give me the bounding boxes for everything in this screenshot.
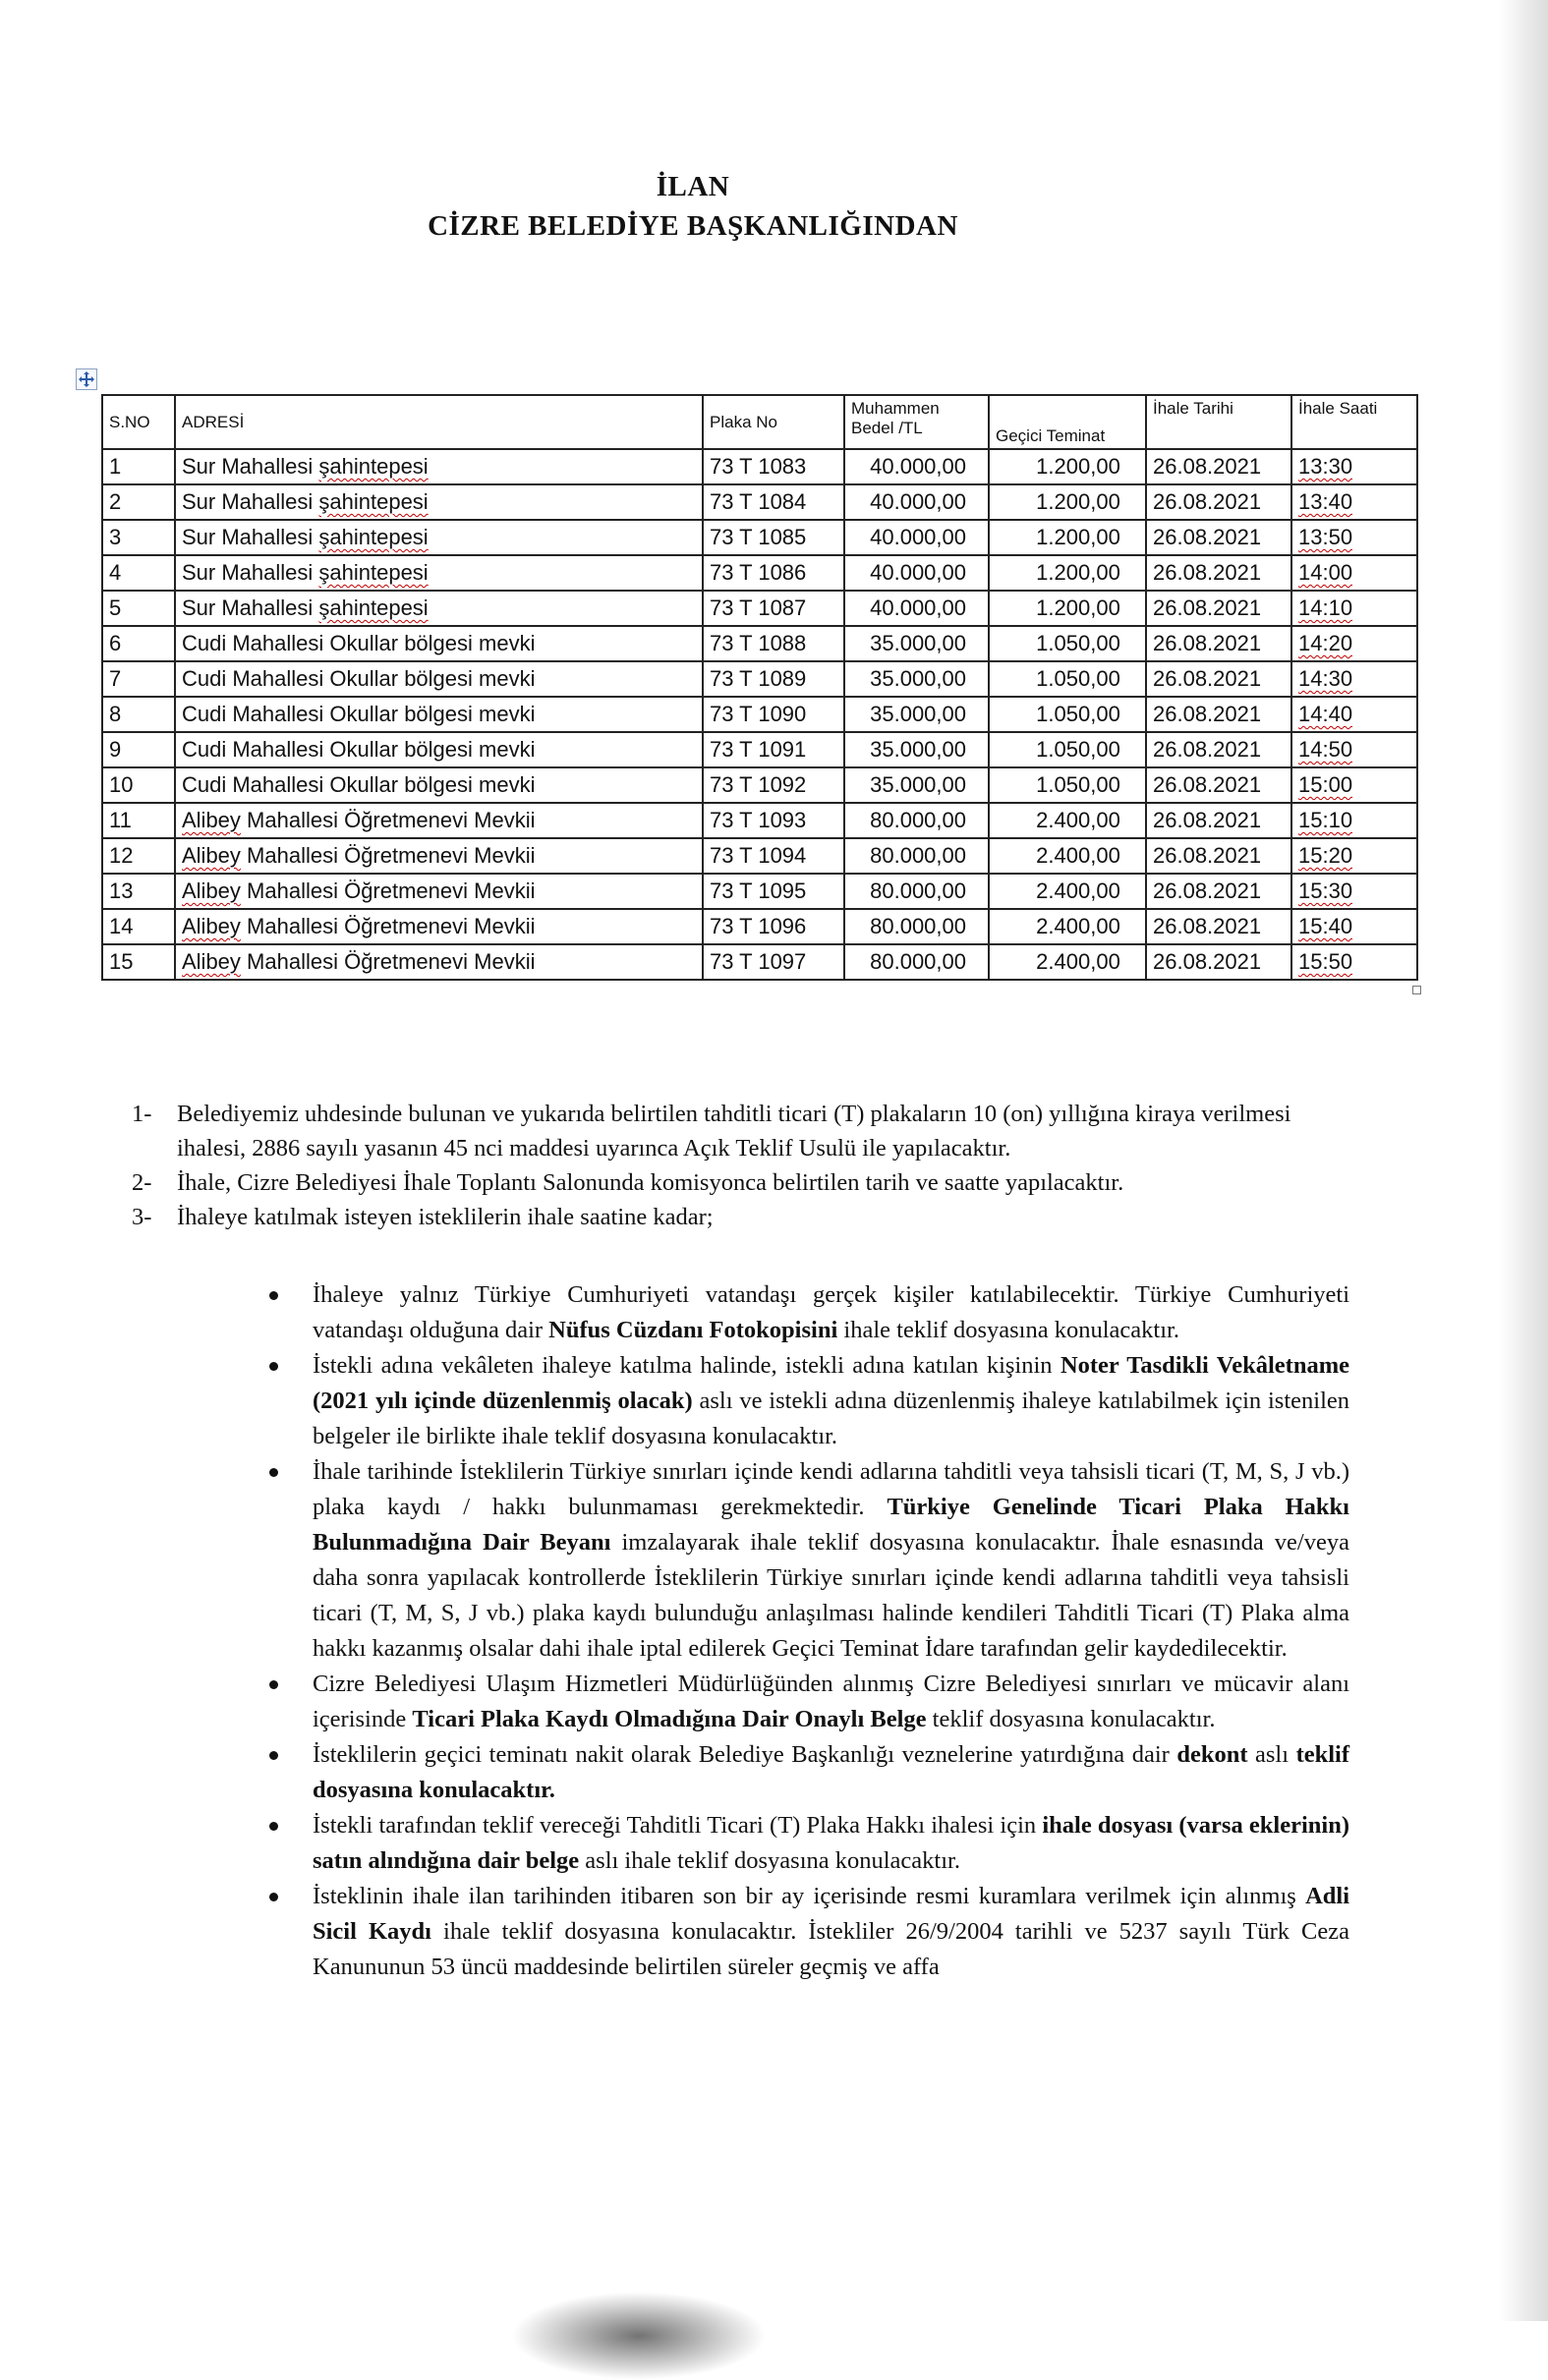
cell-deposit: 1.050,00 — [989, 732, 1146, 767]
col-header-time: İhale Saati — [1291, 395, 1417, 449]
flagged-word: Alibey — [182, 878, 241, 903]
time-text: 15:10 — [1298, 808, 1353, 832]
cell-sno: 6 — [102, 626, 175, 661]
text-segment: İsteklilerin geçici teminatı nakit olarak Belediye Başkanlığı veznelerine yatırdığına dair — [313, 1741, 1177, 1768]
cell-address: Sur Mahallesi şahintepesi — [175, 484, 703, 520]
table-row — [102, 449, 1417, 484]
requirement-item — [263, 1737, 1349, 1808]
text-segment: Cizre Belediyesi Ulaşım Hizmetleri Müdürlüğünden alınmış Cizre Belediyesi sınırları ve mücavir alanı içerisinde — [313, 1671, 1349, 1732]
text-segment: aslı — [1247, 1741, 1296, 1768]
cell-estimated-value: 35.000,00 — [844, 767, 989, 803]
bold-text: Noter Tasdikli Vekâletname (2021 yılı içinde düzenlenmiş olacak) — [313, 1352, 1350, 1414]
flagged-word: şahintepesi — [318, 560, 429, 585]
time-text: 15:40 — [1298, 914, 1353, 938]
cell-time — [1291, 732, 1417, 767]
scan-shadow — [511, 2292, 767, 2380]
cell-time — [1291, 874, 1417, 909]
list-text: İhaleye katılmak isteyen isteklilerin ihale saatine kadar; — [177, 1204, 714, 1230]
cell-time — [1291, 838, 1417, 874]
cell-estimated-value: 40.000,00 — [844, 484, 989, 520]
text-segment: ihale teklif dosyasına konulacaktır. İstekliler 26/9/2004 tarihli ve 5237 sayılı Türk Ceza Kanununun 53 üncü maddesinde belirtilen süreler geçmiş ve affa — [313, 1918, 1349, 1980]
cell-estimated-value: 35.000,00 — [844, 732, 989, 767]
cell-date: 26.08.2021 — [1146, 555, 1291, 591]
cell-deposit: 2.400,00 — [989, 838, 1146, 874]
time-text: 14:00 — [1298, 560, 1353, 585]
cell-estimated-value: 80.000,00 — [844, 874, 989, 909]
cell-date: 26.08.2021 — [1146, 591, 1291, 626]
col-header-deposit: Geçici Teminat — [989, 395, 1146, 449]
cell-estimated-value: 35.000,00 — [844, 661, 989, 697]
text-segment: İstekli adına vekâleten ihaleye katılma halinde, istekli adına katılan kişinin — [313, 1352, 1061, 1379]
cell-plate: 73 T 1084 — [703, 484, 844, 520]
cell-plate: 73 T 1097 — [703, 944, 844, 980]
cell-plate: 73 T 1093 — [703, 803, 844, 838]
flagged-word: Alibey — [182, 949, 241, 974]
cell-plate: 73 T 1092 — [703, 767, 844, 803]
tender-table — [101, 394, 1418, 981]
time-text: 14:10 — [1298, 595, 1353, 620]
cell-deposit: 1.200,00 — [989, 591, 1146, 626]
text-segment: aslı ve istekli adına düzenlenmiş ihaleye katılabilmek için istenilen belgeler ile birlikte ihale teklif dosyasına konulacaktır. — [313, 1388, 1350, 1449]
cell-time — [1291, 449, 1417, 484]
time-text: 14:30 — [1298, 666, 1353, 691]
cell-date: 26.08.2021 — [1146, 874, 1291, 909]
cell-sno: 9 — [102, 732, 175, 767]
cell-date: 26.08.2021 — [1146, 909, 1291, 944]
bold-text: teklif dosyasına konulacaktır. — [313, 1741, 1349, 1803]
cell-plate: 73 T 1091 — [703, 732, 844, 767]
text-segment: İhale tarihinde İsteklilerin Türkiye sınırları içinde kendi adlarına tahditli veya tahsisli ticari (T, M, S, J vb.) plaka kaydı / hakkı bulunmaması gerekmektedir. — [313, 1458, 1349, 1520]
cell-deposit: 1.050,00 — [989, 697, 1146, 732]
cell-plate: 73 T 1094 — [703, 838, 844, 874]
numbered-list — [128, 1097, 1356, 1234]
cell-estimated-value: 35.000,00 — [844, 626, 989, 661]
flagged-word: şahintepesi — [318, 595, 429, 620]
cell-time — [1291, 803, 1417, 838]
list-text: İhale, Cizre Belediyesi İhale Toplantı Salonunda komisyonca belirtilen tarih ve saatte yapılacaktır. — [177, 1169, 1124, 1196]
cell-estimated-value: 80.000,00 — [844, 803, 989, 838]
requirement-item — [263, 1667, 1349, 1737]
cell-address: Sur Mahallesi şahintepesi — [175, 555, 703, 591]
cell-time — [1291, 591, 1417, 626]
flagged-word: Alibey — [182, 843, 241, 868]
cell-plate: 73 T 1090 — [703, 697, 844, 732]
cell-time — [1291, 520, 1417, 555]
cell-date: 26.08.2021 — [1146, 661, 1291, 697]
cell-address: Alibey Mahallesi Öğretmenevi Mevkii — [175, 838, 703, 874]
bullet-icon — [269, 1751, 278, 1760]
cell-address: Sur Mahallesi şahintepesi — [175, 520, 703, 555]
bold-text: Adli Sicil Kaydı — [313, 1883, 1349, 1945]
table-row — [102, 874, 1417, 909]
table-body — [102, 449, 1417, 980]
col-header-estimated-value: Muhammen Bedel /TL — [844, 395, 989, 449]
cell-time — [1291, 626, 1417, 661]
text-segment: İhaleye yalnız Türkiye Cumhuriyeti vatandaşı gerçek kişiler katılabilecektir. Türkiye Cumhuriyeti vatandaşı olduğuna dair — [313, 1281, 1349, 1343]
cell-deposit: 1.200,00 — [989, 520, 1146, 555]
cell-address: Alibey Mahallesi Öğretmenevi Mevkii — [175, 909, 703, 944]
cell-date: 26.08.2021 — [1146, 767, 1291, 803]
requirement-item — [263, 1348, 1349, 1454]
bullet-icon — [269, 1893, 278, 1901]
time-text: 14:20 — [1298, 631, 1353, 655]
cell-deposit: 1.200,00 — [989, 555, 1146, 591]
table-row — [102, 520, 1417, 555]
cell-deposit: 1.050,00 — [989, 767, 1146, 803]
cell-plate: 73 T 1085 — [703, 520, 844, 555]
cell-plate: 73 T 1087 — [703, 591, 844, 626]
list-number: 3- — [132, 1204, 152, 1230]
requirements-list — [263, 1277, 1349, 1985]
cell-deposit: 2.400,00 — [989, 803, 1146, 838]
cell-date: 26.08.2021 — [1146, 803, 1291, 838]
cell-time — [1291, 484, 1417, 520]
table-row — [102, 767, 1417, 803]
bullet-icon — [269, 1822, 278, 1831]
time-text: 13:50 — [1298, 525, 1353, 549]
bold-text: dekont — [1176, 1741, 1248, 1768]
cell-deposit: 1.200,00 — [989, 484, 1146, 520]
list-text: Belediyemiz uhdesinde bulunan ve yukarıda belirtilen tahditli ticari (T) plakaların 10 (on) yıllığına kiraya verilmesi ihalesi, 2886 sayılı yasanın 45 nci maddesi uyarınca Açık Teklif Usulü ile yapılacaktır. — [177, 1101, 1291, 1162]
cell-estimated-value: 40.000,00 — [844, 449, 989, 484]
cell-sno: 11 — [102, 803, 175, 838]
cell-time — [1291, 767, 1417, 803]
bold-text: Ticari Plaka Kaydı Olmadığına Dair Onaylı Belge — [412, 1706, 927, 1732]
cell-sno: 15 — [102, 944, 175, 980]
cell-plate: 73 T 1089 — [703, 661, 844, 697]
requirement-item — [263, 1454, 1349, 1667]
cell-sno: 10 — [102, 767, 175, 803]
table-row — [102, 803, 1417, 838]
text-segment: teklif dosyasına konulacaktır. — [926, 1706, 1216, 1732]
bullet-icon — [269, 1362, 278, 1371]
flagged-word: Alibey — [182, 914, 241, 938]
time-text: 15:20 — [1298, 843, 1353, 868]
cell-deposit: 2.400,00 — [989, 874, 1146, 909]
cell-time — [1291, 555, 1417, 591]
table-header-row — [102, 395, 1417, 449]
text-segment: İsteklinin ihale ilan tarihinden itibaren son bir ay içerisinde resmi kuramlara verilmek için alınmış — [313, 1883, 1306, 1909]
cell-address: Cudi Mahallesi Okullar bölgesi mevki — [175, 767, 703, 803]
table-row — [102, 591, 1417, 626]
cell-date: 26.08.2021 — [1146, 944, 1291, 980]
text-segment: İstekli tarafından teklif vereceği Tahditli Ticari (T) Plaka Hakkı ihalesi için — [313, 1812, 1043, 1839]
cell-address: Cudi Mahallesi Okullar bölgesi mevki — [175, 697, 703, 732]
table-row — [102, 555, 1417, 591]
cell-time — [1291, 909, 1417, 944]
requirement-item — [263, 1277, 1349, 1348]
cell-sno: 14 — [102, 909, 175, 944]
cell-date: 26.08.2021 — [1146, 484, 1291, 520]
table-row — [102, 661, 1417, 697]
table-resize-handle[interactable] — [1412, 986, 1421, 994]
cell-date: 26.08.2021 — [1146, 626, 1291, 661]
cell-sno: 3 — [102, 520, 175, 555]
col-header-address: ADRESİ — [175, 395, 703, 449]
table-row — [102, 944, 1417, 980]
cell-sno: 2 — [102, 484, 175, 520]
table-row — [102, 838, 1417, 874]
bullet-icon — [269, 1291, 278, 1300]
list-item — [128, 1200, 1356, 1234]
cell-estimated-value: 35.000,00 — [844, 697, 989, 732]
cell-address: Alibey Mahallesi Öğretmenevi Mevkii — [175, 944, 703, 980]
text-segment: imzalayarak ihale teklif dosyasına konulacaktır. İhale esnasında ve/veya daha sonra yapılacak kontrollerde İsteklilerin Türkiye sınırları içinde kendi adlarına tahditli veya tahsisli ticari (T, M, S, J vb.) plaka kaydı bulunduğu anlaşılması halinde kendileri Tahditli Ticari (T) Plaka alma hakkı kazanmış olsalar dahi ihale iptal edilerek Geçici Teminat İdare tarafından gelir kaydedilecektir. — [313, 1529, 1349, 1662]
list-item — [128, 1165, 1356, 1200]
table-row — [102, 626, 1417, 661]
requirement-item — [263, 1879, 1349, 1985]
col-header-date: İhale Tarihi — [1146, 395, 1291, 449]
cell-time — [1291, 661, 1417, 697]
time-text: 14:40 — [1298, 702, 1353, 726]
table-row — [102, 484, 1417, 520]
cell-deposit: 1.200,00 — [989, 449, 1146, 484]
cell-address: Cudi Mahallesi Okullar bölgesi mevki — [175, 661, 703, 697]
cell-estimated-value: 40.000,00 — [844, 555, 989, 591]
cell-time — [1291, 697, 1417, 732]
cell-date: 26.08.2021 — [1146, 520, 1291, 555]
time-text: 13:30 — [1298, 454, 1353, 479]
cell-address: Cudi Mahallesi Okullar bölgesi mevki — [175, 626, 703, 661]
list-item — [128, 1097, 1356, 1165]
cell-estimated-value: 80.000,00 — [844, 909, 989, 944]
cell-deposit: 1.050,00 — [989, 661, 1146, 697]
cell-plate: 73 T 1096 — [703, 909, 844, 944]
time-text: 15:30 — [1298, 878, 1353, 903]
cell-date: 26.08.2021 — [1146, 838, 1291, 874]
cell-plate: 73 T 1095 — [703, 874, 844, 909]
table-row — [102, 697, 1417, 732]
table-row — [102, 732, 1417, 767]
cell-estimated-value: 40.000,00 — [844, 591, 989, 626]
notice-title: İLAN — [656, 171, 730, 202]
cell-date: 26.08.2021 — [1146, 449, 1291, 484]
cell-sno: 1 — [102, 449, 175, 484]
time-text: 13:40 — [1298, 489, 1353, 514]
cell-plate: 73 T 1083 — [703, 449, 844, 484]
cell-estimated-value: 80.000,00 — [844, 944, 989, 980]
flagged-word: Alibey — [182, 808, 241, 832]
list-number: 1- — [132, 1101, 152, 1127]
cell-estimated-value: 40.000,00 — [844, 520, 989, 555]
bold-text: ihale dosyası (varsa eklerinin) satın alındığına dair belge — [313, 1812, 1349, 1874]
text-segment: ihale teklif dosyasına konulacaktır. — [837, 1317, 1179, 1343]
bold-text: Türkiye Genelinde Ticari Plaka Hakkı Bulunmadığına Dair Beyanı — [313, 1494, 1349, 1556]
cell-date: 26.08.2021 — [1146, 697, 1291, 732]
list-number: 2- — [132, 1169, 152, 1196]
cell-plate: 73 T 1086 — [703, 555, 844, 591]
flagged-word: şahintepesi — [318, 525, 429, 549]
cell-sno: 8 — [102, 697, 175, 732]
requirement-item — [263, 1808, 1349, 1879]
time-text: 15:50 — [1298, 949, 1353, 974]
cell-address: Sur Mahallesi şahintepesi — [175, 591, 703, 626]
cell-address: Cudi Mahallesi Okullar bölgesi mevki — [175, 732, 703, 767]
text-segment: aslı ihale teklif dosyasına konulacaktır. — [579, 1847, 960, 1874]
bullet-icon — [269, 1468, 278, 1477]
flagged-word: şahintepesi — [318, 489, 429, 514]
cell-address: Alibey Mahallesi Öğretmenevi Mevkii — [175, 874, 703, 909]
cell-sno: 4 — [102, 555, 175, 591]
cell-date: 26.08.2021 — [1146, 732, 1291, 767]
cell-sno: 12 — [102, 838, 175, 874]
cell-sno: 13 — [102, 874, 175, 909]
cell-time — [1291, 944, 1417, 980]
time-text: 15:00 — [1298, 772, 1353, 797]
col-header-plate: Plaka No — [703, 395, 844, 449]
cell-address: Alibey Mahallesi Öğretmenevi Mevkii — [175, 803, 703, 838]
flagged-word: şahintepesi — [318, 454, 429, 479]
cell-plate: 73 T 1088 — [703, 626, 844, 661]
table-move-handle-icon[interactable] — [76, 368, 97, 390]
time-text: 14:50 — [1298, 737, 1353, 762]
cell-deposit: 2.400,00 — [989, 909, 1146, 944]
cell-sno: 7 — [102, 661, 175, 697]
col-header-sno: S.NO — [102, 395, 175, 449]
cell-estimated-value: 80.000,00 — [844, 838, 989, 874]
issuer-title: CİZRE BELEDİYE BAŞKANLIĞINDAN — [428, 210, 958, 242]
cell-deposit: 2.400,00 — [989, 944, 1146, 980]
bold-text: Nüfus Cüzdanı Fotokopisini — [548, 1317, 838, 1343]
table-row — [102, 909, 1417, 944]
cell-address: Sur Mahallesi şahintepesi — [175, 449, 703, 484]
cell-sno: 5 — [102, 591, 175, 626]
bullet-icon — [269, 1680, 278, 1689]
cell-deposit: 1.050,00 — [989, 626, 1146, 661]
